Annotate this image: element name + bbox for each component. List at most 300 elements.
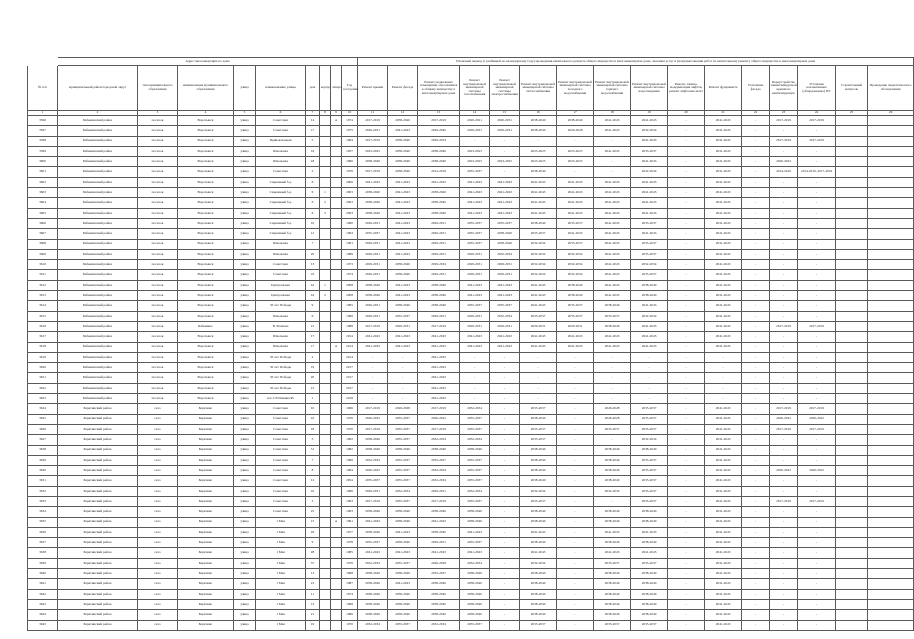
table-cell: 2032-2034 — [520, 270, 557, 280]
table-cell: 3599 — [28, 146, 58, 156]
table-row — [28, 558, 914, 568]
table-cell: 16 — [306, 146, 320, 156]
table-cell: - — [770, 229, 798, 239]
table-cell — [836, 414, 868, 424]
table-cell: 2041-2043 — [705, 229, 742, 239]
table-cell: 2 — [320, 291, 331, 301]
table-cell: А — [331, 517, 342, 527]
table-cell — [868, 486, 914, 496]
table-cell — [331, 249, 342, 259]
table-cell: - — [557, 404, 594, 414]
table-cell: - — [742, 208, 770, 218]
table-cell — [320, 249, 331, 259]
table-cell: 2041-2043 — [705, 321, 742, 331]
table-cell: - — [742, 466, 770, 476]
table-cell: улица — [234, 126, 256, 136]
table-cell: 2035-2037 — [520, 496, 557, 506]
table-cell: 2041-2043 — [418, 517, 460, 527]
table-cell: Барятинский район — [58, 486, 138, 496]
table-cell: - — [668, 569, 705, 579]
table-cell: 2035-2037 — [460, 424, 490, 434]
table-cell: 2041-2043 — [631, 136, 668, 146]
table-cell: - — [742, 270, 770, 280]
column-header: наименование улицы — [256, 66, 306, 111]
table-cell: 2029-2031 — [460, 321, 490, 331]
table-cell: 2017-2019 — [770, 116, 798, 126]
table-cell — [320, 167, 331, 177]
table-cell: - — [742, 249, 770, 259]
table-cell: - — [770, 486, 798, 496]
table-cell: улица — [234, 116, 256, 126]
table-cell: 2017-2019 — [798, 424, 836, 434]
table-cell: 3621 — [28, 373, 58, 383]
table-cell: - — [770, 599, 798, 609]
table-cell: 2035-2037 — [460, 229, 490, 239]
table-cell: 2029-2031 — [418, 270, 460, 280]
table-cell: - — [594, 394, 631, 404]
table-cell: улица — [234, 445, 256, 455]
table-cell: - — [798, 352, 836, 362]
table-cell: 2041-2043 — [418, 332, 460, 342]
table-cell — [331, 146, 342, 156]
table-cell: 2038-2040 — [418, 610, 460, 620]
table-cell: - — [742, 167, 770, 177]
table-cell: - — [490, 445, 520, 455]
table-cell: 2038-2040 — [358, 507, 388, 517]
table-cell: - — [770, 198, 798, 208]
table-cell: Сиреневый б-р — [256, 208, 306, 218]
table-cell: 3635 — [28, 517, 58, 527]
table-cell: 2041-2043 — [705, 548, 742, 558]
table-cell: 2017-2019 — [358, 404, 388, 414]
table-cell: Школьная — [256, 157, 306, 167]
table-cell — [836, 270, 868, 280]
table-cell: 2038-2040 — [520, 517, 557, 527]
group-header-row — [28, 58, 914, 66]
table-cell: 2035-2037 — [388, 311, 418, 321]
table-cell: улица — [234, 466, 256, 476]
table-cell: поселок — [138, 291, 178, 301]
table-cell: 3602 — [28, 177, 58, 187]
table-cell: 1987 — [342, 579, 358, 589]
table-cell: село — [138, 435, 178, 445]
table-cell: Барятино — [178, 538, 234, 548]
table-cell: 2041-2043 — [490, 198, 520, 208]
table-cell: - — [557, 476, 594, 486]
table-cell: - — [490, 383, 520, 393]
table-cell — [331, 167, 342, 177]
table-cell: 2017-2019 — [418, 424, 460, 434]
table-cell: 15 — [306, 517, 320, 527]
table-cell: Советская — [256, 116, 306, 126]
table-cell: Советская — [256, 260, 306, 270]
table-cell: 2035-2037 — [418, 569, 460, 579]
table-cell: 3620 — [28, 363, 58, 373]
table-cell: - — [742, 424, 770, 434]
table-cell: 2041-2043 — [705, 116, 742, 126]
table-cell: 3607 — [28, 229, 58, 239]
table-cell — [320, 301, 331, 311]
table-cell — [868, 239, 914, 249]
table-cell: 2041-2043 — [705, 198, 742, 208]
table-cell: 2041-2043 — [520, 280, 557, 290]
table-row — [28, 404, 914, 414]
table-cell: село — [138, 558, 178, 568]
table-cell: 3610 — [28, 260, 58, 270]
table-cell — [836, 321, 868, 331]
table-cell: 13 — [306, 599, 320, 609]
table-cell: 1976 — [342, 558, 358, 568]
table-cell: 2041-2043 — [705, 517, 742, 527]
table-cell: Советская — [256, 507, 306, 517]
table-cell: 2017-2019 — [798, 116, 836, 126]
table-cell: - — [742, 291, 770, 301]
table-cell: - — [705, 373, 742, 383]
table-cell: 7 — [306, 455, 320, 465]
table-cell: 2035-2037 — [460, 496, 490, 506]
column-header: Ремонт, замена, модернизация лифтов, ремонт лифтовых шахт — [668, 66, 705, 111]
table-cell: 2008 — [342, 291, 358, 301]
table-cell: 2029-2031 — [490, 270, 520, 280]
table-cell: - — [742, 177, 770, 187]
table-cell: - — [742, 363, 770, 373]
table-cell: - — [770, 435, 798, 445]
table-cell: Советская — [256, 167, 306, 177]
table-cell — [868, 394, 914, 404]
table-cell: 2041-2043 — [705, 599, 742, 609]
table-cell: Бабынинский район — [58, 146, 138, 156]
table-cell — [331, 445, 342, 455]
table-cell: Барятинский район — [58, 579, 138, 589]
table-cell: 2038-2040 — [358, 208, 388, 218]
table-cell: 2038-2040 — [418, 527, 460, 537]
table-row — [28, 321, 914, 331]
table-cell: 17 — [306, 342, 320, 352]
table-cell: - — [798, 146, 836, 156]
table-cell: поселок — [138, 198, 178, 208]
table-cell: Бабынинский район — [58, 394, 138, 404]
table-cell: 2035-2037 — [520, 404, 557, 414]
table-cell: - — [798, 188, 836, 198]
table-cell: - — [490, 455, 520, 465]
table-cell: 3624 — [28, 404, 58, 414]
table-cell: - — [770, 383, 798, 393]
table-cell: 3631 — [28, 476, 58, 486]
table-cell: поселок — [138, 332, 178, 342]
periods-group-header: Плановый период (с разбивкой по календарному году) проведения капитального ремонта общего имущества в многоквартирном доме, оказания услуг и (или) выполнения работ по капитальному ремонту общего имущества в многоквартирном доме — [358, 58, 914, 66]
table-cell: 2003 — [342, 198, 358, 208]
table-cell: поселок — [138, 311, 178, 321]
table-cell: 2035-2037 — [594, 424, 631, 434]
table-cell — [868, 198, 914, 208]
table-cell: - — [668, 146, 705, 156]
table-cell — [868, 270, 914, 280]
table-cell — [868, 455, 914, 465]
table-cell: Барятино — [178, 466, 234, 476]
table-cell: 2041-2043 — [594, 239, 631, 249]
table-cell: 3632 — [28, 486, 58, 496]
table-cell: 2041-2043 — [418, 373, 460, 383]
table-cell: 2029-2031 — [418, 538, 460, 548]
column-number: 2 — [58, 111, 138, 116]
table-cell: село — [138, 579, 178, 589]
table-cell — [868, 332, 914, 342]
table-cell: 3622 — [28, 383, 58, 393]
table-cell: - — [742, 342, 770, 352]
table-cell: Воротынск — [178, 229, 234, 239]
table-row — [28, 270, 914, 280]
table-cell: - — [557, 352, 594, 362]
table-cell: 2041-2043 — [705, 270, 742, 280]
table-cell: - — [668, 527, 705, 537]
table-cell: Воротынск — [178, 249, 234, 259]
column-number: 13 — [418, 111, 460, 116]
table-cell — [836, 239, 868, 249]
table-cell: Бабынинский район — [58, 249, 138, 259]
table-cell: 3601 — [28, 167, 58, 177]
table-cell: - — [742, 383, 770, 393]
table-cell: 2038-2040 — [358, 280, 388, 290]
table-cell: 2017-2019 — [798, 321, 836, 331]
table-cell: 2041-2043 — [705, 332, 742, 342]
table-cell: 3617 — [28, 332, 58, 342]
table-cell — [868, 342, 914, 352]
table-cell: 6 — [306, 177, 320, 187]
table-cell: 2035-2037 — [460, 167, 490, 177]
table-cell: Воротынск — [178, 363, 234, 373]
table-cell — [836, 507, 868, 517]
table-cell: - — [742, 455, 770, 465]
table-cell: Барятино — [178, 579, 234, 589]
table-cell: 2032-2034 — [490, 311, 520, 321]
table-cell: 2026-2028 — [594, 414, 631, 424]
table-cell: 2041-2043 — [594, 116, 631, 126]
table-cell: 2023-2025 — [557, 157, 594, 167]
table-cell: 16 — [306, 486, 320, 496]
table-cell: 2041-2043 — [594, 126, 631, 136]
table-row — [28, 620, 914, 630]
table-cell — [868, 157, 914, 167]
table-cell: 10 — [306, 218, 320, 228]
table-cell: 2041-2043 — [631, 548, 668, 558]
table-cell — [868, 249, 914, 259]
table-cell: село — [138, 599, 178, 609]
table-cell — [331, 332, 342, 342]
column-number: 19 — [631, 111, 668, 116]
table-cell: 2029-2031 — [460, 260, 490, 270]
table-cell: - — [668, 249, 705, 259]
table-cell: 2029-2031 — [358, 486, 388, 496]
table-cell: 3636 — [28, 527, 58, 537]
table-cell: 7 — [306, 239, 320, 249]
table-cell: 2035-2037 — [388, 424, 418, 434]
table-cell: Барятинский район — [58, 569, 138, 579]
table-cell: улица — [234, 579, 256, 589]
table-cell: 2017-2019 — [770, 496, 798, 506]
table-cell: 2041-2043 — [460, 342, 490, 352]
table-cell: 3645 — [28, 620, 58, 630]
table-cell: - — [490, 476, 520, 486]
table-cell: улица — [234, 435, 256, 445]
table-cell: - — [770, 373, 798, 383]
table-cell: 2035-2037 — [460, 239, 490, 249]
table-cell: Барятино — [178, 527, 234, 537]
table-cell: поселок — [138, 394, 178, 404]
table-cell: 3612 — [28, 280, 58, 290]
table-cell: улица — [234, 373, 256, 383]
table-cell: 2038-2040 — [418, 280, 460, 290]
table-cell: 2041-2043 — [705, 414, 742, 424]
column-number: 6 — [256, 111, 306, 116]
table-cell: поселок — [138, 239, 178, 249]
table-cell — [320, 363, 331, 373]
table-cell: Советская — [256, 455, 306, 465]
table-cell: 2035-2037 — [631, 476, 668, 486]
table-cell: 2041-2043 — [631, 177, 668, 187]
table-cell: - — [520, 383, 557, 393]
table-cell: - — [490, 352, 520, 362]
table-cell: 1975 — [342, 126, 358, 136]
table-cell: - — [742, 548, 770, 558]
table-cell: Бабынинский район — [58, 270, 138, 280]
table-cell: - — [798, 579, 836, 589]
table-cell: 2041-2043 — [388, 280, 418, 290]
table-cell — [320, 589, 331, 599]
table-cell: 2035-2037 — [460, 218, 490, 228]
table-cell: - — [460, 373, 490, 383]
table-cell: Привокзальная — [256, 136, 306, 146]
table-cell: поселок — [138, 363, 178, 373]
table-cell: 2041-2043 — [388, 188, 418, 198]
table-cell: - — [557, 538, 594, 548]
table-cell: 1976 — [342, 414, 358, 424]
table-cell: - — [490, 620, 520, 630]
table-cell: улица — [234, 218, 256, 228]
table-cell: 2041-2043 — [388, 229, 418, 239]
table-cell: 2035-2037 — [388, 414, 418, 424]
table-cell: - — [557, 496, 594, 506]
table-cell: улица — [234, 342, 256, 352]
table-cell: Бабынинский район — [58, 167, 138, 177]
table-cell — [320, 620, 331, 630]
table-cell: - — [798, 270, 836, 280]
table-cell — [868, 517, 914, 527]
table-cell: - — [668, 280, 705, 290]
table-cell: - — [490, 373, 520, 383]
table-cell: - — [668, 435, 705, 445]
table-cell: село — [138, 496, 178, 506]
table-cell: 21 — [306, 610, 320, 620]
table-cell — [331, 363, 342, 373]
table-cell: 2020-2022 — [798, 414, 836, 424]
table-cell — [331, 589, 342, 599]
table-cell: - — [770, 445, 798, 455]
table-cell: улица — [234, 517, 256, 527]
table-cell — [331, 558, 342, 568]
table-cell: 1976 — [342, 167, 358, 177]
table-cell: - — [798, 548, 836, 558]
table-cell: 2032-2034 — [388, 486, 418, 496]
table-cell: Бабынинский район — [58, 218, 138, 228]
table-cell: 2038-2040 — [520, 569, 557, 579]
table-cell: 3637 — [28, 538, 58, 548]
table-cell — [868, 496, 914, 506]
table-cell: 1 Мая — [256, 548, 306, 558]
table-cell: 2032-2034 — [631, 126, 668, 136]
table-cell: Воротынск — [178, 342, 234, 352]
table-cell — [331, 569, 342, 579]
table-cell: поселок — [138, 229, 178, 239]
table-cell: 2035-2037 — [631, 466, 668, 476]
table-cell: 2035-2037 — [358, 538, 388, 548]
column-number: 23 — [770, 111, 798, 116]
table-cell: - — [668, 332, 705, 342]
table-cell: Воротынск — [178, 301, 234, 311]
table-cell: улица — [234, 558, 256, 568]
table-cell: 2038-2040 — [388, 301, 418, 311]
table-cell: - — [798, 363, 836, 373]
table-cell: Сиреневый б-р — [256, 218, 306, 228]
table-cell: Воротынск — [178, 198, 234, 208]
table-cell: Барятинский район — [58, 548, 138, 558]
table-cell: Бабынинский район — [58, 291, 138, 301]
table-cell: - — [770, 311, 798, 321]
table-cell: - — [668, 383, 705, 393]
table-cell: 2014 — [342, 352, 358, 362]
table-cell — [320, 136, 331, 146]
table-cell: Барятинский район — [58, 517, 138, 527]
table-cell — [331, 229, 342, 239]
table-cell — [331, 352, 342, 362]
table-cell: Барятинский район — [58, 466, 138, 476]
table-cell: улица — [234, 157, 256, 167]
table-row — [28, 610, 914, 620]
table-cell: 2038-2040 — [358, 610, 388, 620]
table-cell — [836, 466, 868, 476]
table-cell: - — [557, 507, 594, 517]
table-cell — [331, 177, 342, 187]
table-cell: 2041-2043 — [631, 157, 668, 167]
table-cell: Советская — [256, 435, 306, 445]
table-cell: 2041-2043 — [490, 291, 520, 301]
table-cell: улица — [234, 136, 256, 146]
table-cell — [320, 527, 331, 537]
table-row — [28, 249, 914, 259]
table-cell: 2029-2031 — [418, 311, 460, 321]
table-cell: Воротынск — [178, 383, 234, 393]
table-cell: - — [490, 517, 520, 527]
table-cell: 2014 — [342, 332, 358, 342]
table-cell: 2035-2037 — [460, 414, 490, 424]
table-row — [28, 466, 914, 476]
table-cell: 2020-2022 — [418, 414, 460, 424]
table-cell: - — [742, 404, 770, 414]
table-cell: 2041-2043 — [388, 249, 418, 259]
table-cell: 2035-2037 — [594, 558, 631, 568]
table-cell: - — [770, 291, 798, 301]
table-cell: улица — [234, 548, 256, 558]
table-cell: 2041-2043 — [705, 342, 742, 352]
table-cell: - — [594, 363, 631, 373]
table-cell: улица — [234, 507, 256, 517]
table-cell — [331, 496, 342, 506]
table-cell: 2029-2031 — [460, 270, 490, 280]
table-cell: - — [388, 373, 418, 383]
table-cell: - — [557, 517, 594, 527]
table-cell: 2041-2043 — [594, 177, 631, 187]
table-cell: 2041-2043 — [705, 507, 742, 517]
table-cell: - — [742, 620, 770, 630]
